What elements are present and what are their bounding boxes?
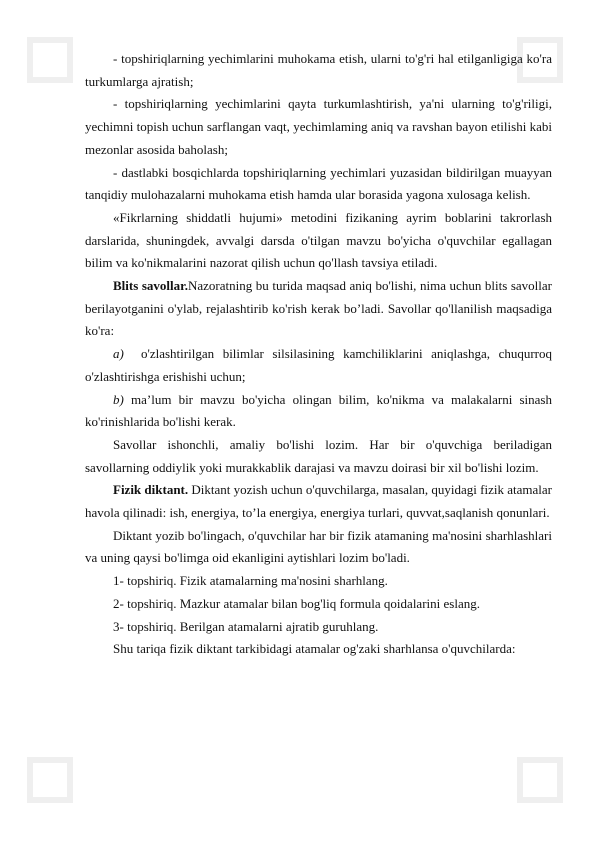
blitz-questions-heading: Blits savollar. xyxy=(113,278,188,294)
paragraph-brainstorm-method: «Fikrlarning shiddatli hujumi» metodini fizikaning ayrim boblarini takrorlash darslarida, shuningdek, avvalgi darsda o'tilgan mavzu bo'yicha o'quvchilar egallagan bilim va ko'nikmalarini nazorat qilish uchun qo'llash tavsiya etiladi. xyxy=(85,209,552,271)
paragraph-physics-dictation xyxy=(85,479,556,524)
paragraph-dictation-after: Diktant yozib bo'lingach, o'quvchilar har bir fizik atamaning ma'nosini sharhlashlari va uning qaysi bo'limga oid ekanligini aytishlari lozim bo'ladi. xyxy=(85,527,552,566)
blitz-questions-text: Nazoratning bu turida maqsad aniq bo'lishi, nima uchun blits savollar berilayotganini o'ylab, rejalashtirib ko'rish kerak bo’ladi. Savollar qo'llanilish maqsadiga ko'ra: xyxy=(85,278,552,339)
physics-dictation-heading: Fizik diktant. xyxy=(113,482,189,498)
physics-dictation-text: Diktant yozish uchun o'quvchilarga, masalan, quyidagi fizik atamalar havola qilinadi: ish, energiya, to’la energiya, energiya turlari, quvvat,saqlanish qonunlari. xyxy=(85,482,556,521)
paragraph-closing: Shu tariqa fizik diktant tarkibidagi atamalar og'zaki sharhlansa o'quvchilarda: xyxy=(113,641,516,657)
item-a-marker: a) xyxy=(113,346,124,362)
item-a-text: o'zlashtirilgan bilimlar silsilasining kamchiliklarini aniqlashga, chuqurroq o'zlashtirishga erishishi uchun; xyxy=(85,346,556,384)
task-2: 2- topshiriq. Mazkur atamalar bilan bog'liq formula qoidalarini eslang. xyxy=(113,595,480,611)
document-page xyxy=(85,48,556,661)
paragraph-discussion: - topshiriqlarning yechimlarini muhokama etish, ularni to'g'ri hal etilganligiga ko'ra turkumlarga ajratish; xyxy=(85,51,552,89)
paragraph-item-a xyxy=(85,343,556,388)
task-3: 3- topshiriq. Berilgan atamalarni ajratib guruhlang. xyxy=(113,618,379,634)
item-b-text: ma’lum bir mavzu bo'yicha olingan bilim, ko'nikma va malakalarni sinash ko'rinishlarida bo'lishi kerak. xyxy=(85,391,556,430)
paragraph-critical-remarks: - dastlabki bosqichlarda topshiriqlarning yechimlari yuzasidan bildirilgan muayyan tanqidiy mulohazalarni muhokama etish hamda ular borasida yagona xulosaga kelish. xyxy=(85,164,552,203)
paragraph-item-b xyxy=(85,389,556,434)
paragraph-regrouping: - topshiriqlarning yechimlarini qayta turkumlashtirish, ya'ni ularning to'g'riligi, yechimni topish uchun sarflangan vaqt, yechimlaming aniq va ravshan bayon etilishi kabi mezonlar asosida baholash; xyxy=(85,96,552,157)
task-1: 1- topshiriq. Fizik atamalarning ma'nosini sharhlang. xyxy=(113,573,388,589)
paragraph-blitz-questions xyxy=(85,275,552,343)
paragraph-questions-reliable: Savollar ishonchli, amaliy bo'lishi lozim. Har bir o'quvchiga beriladigan savollarning oddiylik yoki murakkablik darajasi va mavzu doirasi bir xil bo'lishi lozim. xyxy=(85,436,552,475)
item-b-marker: b) xyxy=(113,391,124,407)
